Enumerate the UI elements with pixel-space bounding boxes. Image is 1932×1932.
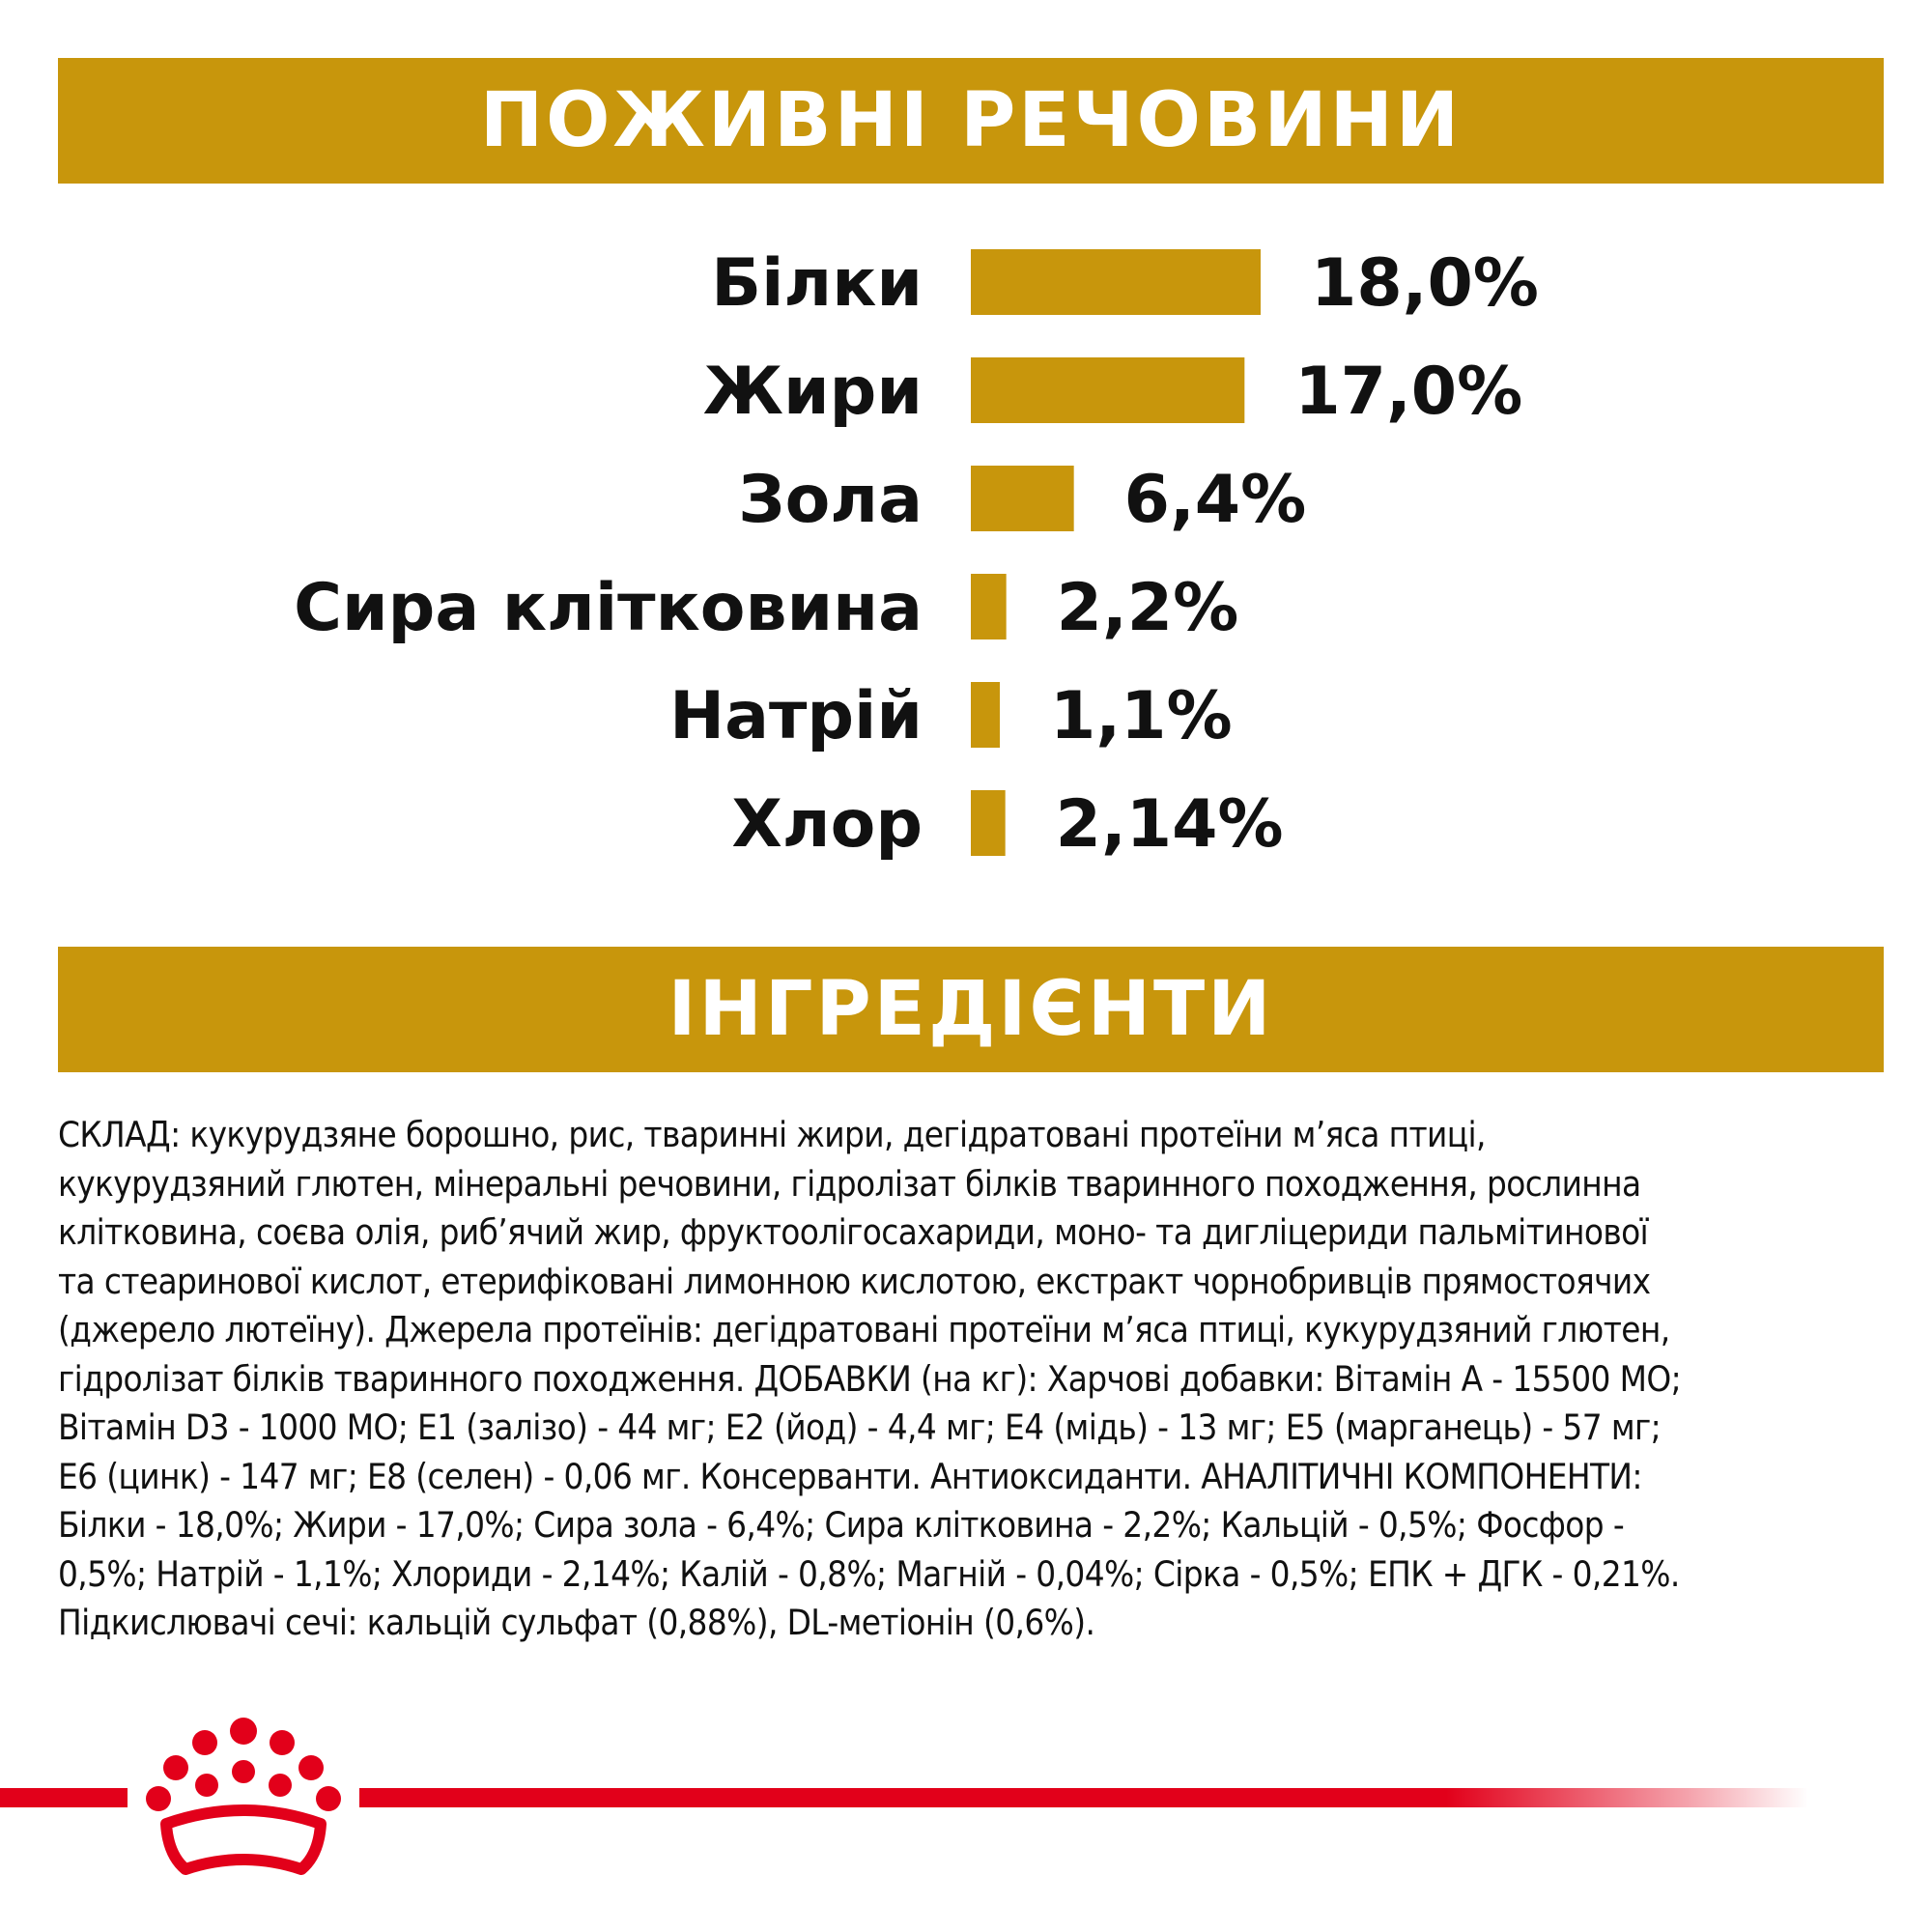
footer-red-line-left [0, 1788, 128, 1807]
bar-value-label: 2,2% [1056, 570, 1239, 646]
bar-category-label: Натрій [669, 678, 923, 754]
bar [971, 574, 1007, 639]
royal-canin-crown-icon [137, 1710, 350, 1879]
bar [971, 790, 1006, 856]
bar-value-label: 2,14% [1055, 786, 1284, 863]
nutrients-title: ПОЖИВНІ РЕЧОВИНИ [479, 77, 1463, 164]
nutrient-bar-chart [0, 213, 1932, 889]
bar [971, 357, 1244, 423]
nutrients-header [58, 58, 1884, 184]
bar-value-label: 1,1% [1050, 678, 1233, 754]
ingredients-header [58, 947, 1884, 1072]
bar-category-label: Зола [738, 462, 923, 538]
ingredients-composition-text: СКЛАД: кукурудзяне борошно, рис, тваринні жири, дегідратовані протеїни м’яса птиці, кукурудзяний глютен, мінеральні речовини, гідролізат білків тваринного походження, рослинна клітковина, соєва олія, риб’ячий жир, фруктоолігосахариди, моно- та дигліцериди пальмітинової та стеаринової кислот, етерифіковані лимонною кислотою, екстракт чорнобривців прямостоячих (джерело лютеїну). Джерела протеїнів: дегідратовані протеїни м’яса птиці, кукурудзяний глютен, гідролізат білків тваринного походження. ДОБАВКИ (на кг): Харчові добавки: Вітамін А - 15500 МО; Вітамін D3 - 1000 МО; Е1 (залізо) - 44 мг; Е2 (йод) - 4,4 мг; Е4 (мідь) - 13 мг; Е5 (марганець) - 57 мг; Е6 (цинк) - 147 мг; Е8 (селен) - 0,06 мг. Консерванти. Антиоксиданти. АНАЛІТИЧНІ КОМПОНЕНТИ: Білки - 18,0%; Жири - 17,0%; Сира зола - 6,4%; Сира клітковина - 2,2%; Кальцій - 0,5%; Фосфор - 0,5%; Натрій - 1,1%; Хлориди - 2,14%; Калій - 0,8%; Магній - 0,04%; Сірка - 0,5%; ЕПК + ДГК - 0,21%. Підкислювачі сечі: кальцій сульфат (0,88%), DL-метіонін (0,6%). [58, 1114, 1682, 1643]
bar-category-label: Хлор [731, 786, 923, 863]
ingredients-title: ІНГРЕДІЄНТИ [668, 966, 1274, 1053]
bar [971, 249, 1261, 315]
bar-value-label: 6,4% [1123, 462, 1307, 538]
bar [971, 682, 1000, 748]
bar-category-label: Білки [711, 245, 923, 322]
bar-value-label: 17,0% [1294, 354, 1523, 430]
bar-category-label: Сира клітковина [294, 570, 923, 646]
footer-red-line-right [359, 1788, 1808, 1807]
bar-category-label: Жири [702, 354, 923, 430]
bar [971, 466, 1074, 531]
bar-value-label: 18,0% [1311, 245, 1539, 322]
